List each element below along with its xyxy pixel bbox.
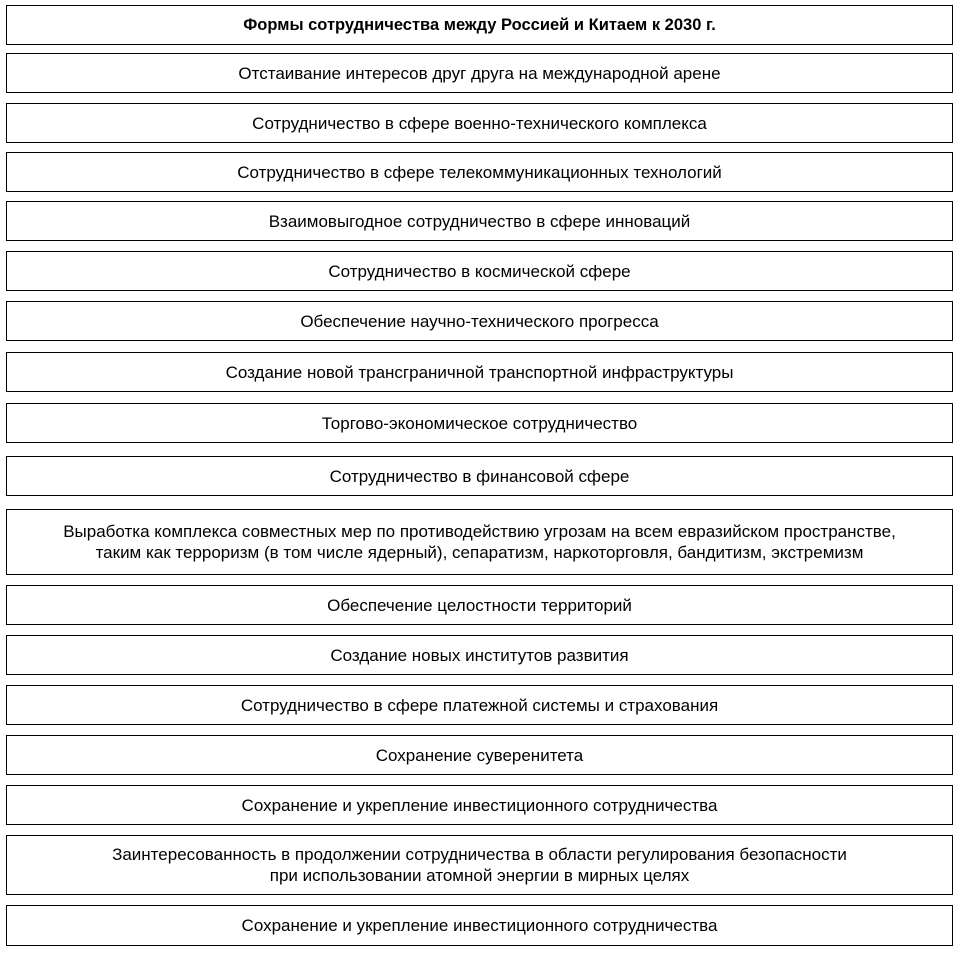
item-text: Сотрудничество в сфере телекоммуникационных технологий <box>237 162 722 182</box>
item-text: Создание новых институтов развития <box>330 645 629 665</box>
cooperation-item <box>6 103 953 143</box>
item-text: Взаимовыгодное сотрудничество в сфере инноваций <box>268 211 691 231</box>
item-text-line1: Выработка комплекса совместных мер по противодействию угрозам на всем евразийском пространстве, <box>63 522 896 541</box>
item-text-line2: таким как терроризм (в том числе ядерный), сепаратизм, наркоторговля, бандитизм, экстремизм <box>95 543 864 562</box>
cooperation-item <box>6 635 953 675</box>
cooperation-item-multiline <box>6 509 953 575</box>
cooperation-item <box>6 251 953 291</box>
item-text: Сохранение суверенитета <box>375 745 584 765</box>
cooperation-item <box>6 685 953 725</box>
diagram-title: Формы сотрудничества между Россией и Китаем к 2030 г. <box>243 15 716 34</box>
item-text: Сохранение и укрепление инвестиционного сотрудничества <box>241 795 718 815</box>
cooperation-item <box>6 456 953 496</box>
cooperation-item <box>6 735 953 775</box>
item-text-line2: при использовании атомной энергии в мирных целях <box>269 866 690 885</box>
cooperation-item-multiline <box>6 835 953 895</box>
cooperation-item <box>6 403 953 443</box>
item-text: Сотрудничество в финансовой сфере <box>329 466 630 486</box>
item-text: Торгово-экономическое сотрудничество <box>321 413 638 433</box>
cooperation-item <box>6 53 953 93</box>
cooperation-item <box>6 785 953 825</box>
cooperation-item <box>6 905 953 946</box>
item-text: Обеспечение целостности территорий <box>327 595 632 615</box>
cooperation-item <box>6 585 953 625</box>
cooperation-item <box>6 352 953 392</box>
item-text: Отстаивание интересов друг друга на международной арене <box>238 63 721 83</box>
item-text: Сотрудничество в космической сфере <box>328 261 631 281</box>
diagram-title-box <box>6 5 953 45</box>
item-text: Сотрудничество в сфере военно-технического комплекса <box>252 113 707 133</box>
item-text: Сохранение и укрепление инвестиционного сотрудничества <box>241 916 718 935</box>
item-text: Сотрудничество в сфере платежной системы и страхования <box>240 695 719 715</box>
cooperation-item <box>6 301 953 341</box>
item-text-line1: Заинтересованность в продолжении сотрудничества в области регулирования безопасности <box>112 845 847 864</box>
cooperation-item <box>6 152 953 192</box>
item-text: Обеспечение научно-технического прогресса <box>300 311 659 331</box>
item-text: Создание новой трансграничной транспортной инфраструктуры <box>225 362 734 382</box>
cooperation-item <box>6 201 953 241</box>
